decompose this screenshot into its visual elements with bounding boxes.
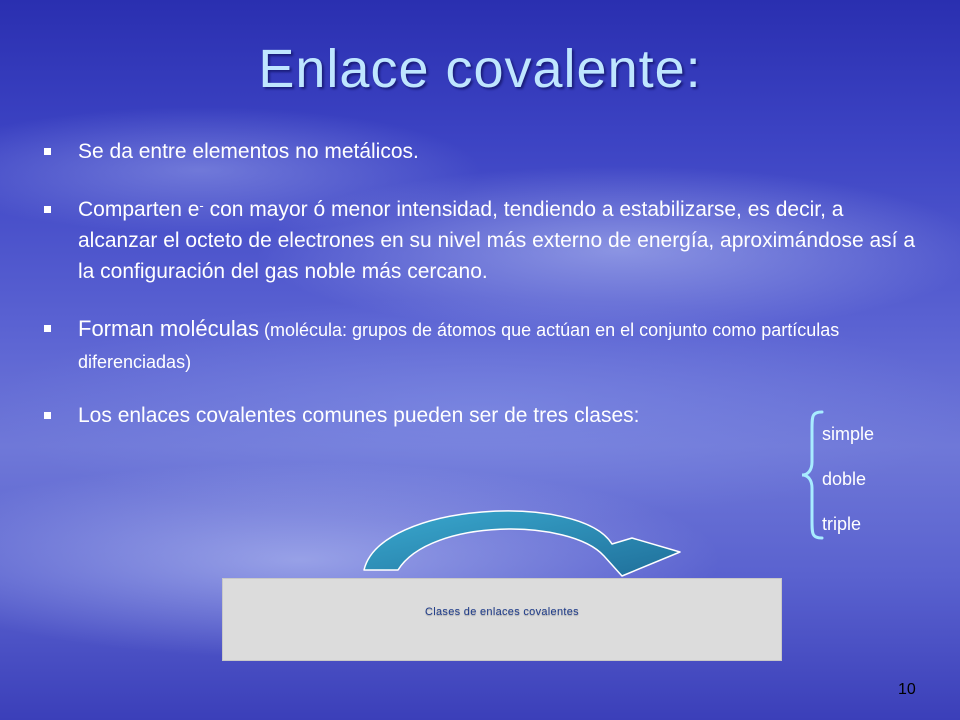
bullet-item: [42, 136, 922, 167]
bullet-sub-text: (molécula: grupos de átomos que actúan en el conjunto como partículas diferenciadas): [78, 320, 840, 372]
bond-type-simple: simple: [822, 424, 875, 444]
diagram-placeholder: [222, 578, 782, 661]
bullet-item: [42, 194, 922, 287]
bullet-text-before: Comparten e: [78, 198, 200, 221]
bullet-text: Se da entre elementos no metálicos.: [78, 140, 419, 163]
bullet-item: [42, 400, 922, 431]
slide-title: Enlace covalente:: [258, 39, 702, 99]
bullet-square-icon: [44, 325, 51, 332]
bullet-list: [42, 136, 922, 431]
diagram-label: Clases de enlaces covalentes: [425, 606, 579, 618]
curly-brace-icon: [800, 410, 824, 540]
bullet-text-after: con mayor ó menor intensidad, tendiendo a estabilizarse, es decir, a alcanzar el octeto de electrones en su nivel más externo de energía, aproximándose así a la configuración del gas noble más cercano.: [78, 198, 915, 283]
bond-type-triple: triple: [822, 514, 862, 534]
bond-type-list: [822, 421, 874, 556]
bullet-main-text: Forman moléculas: [78, 316, 259, 341]
bullet-text: Los enlaces covalentes comunes pueden ser de tres clases:: [78, 404, 640, 427]
curved-arrow-icon: [360, 498, 685, 578]
page-number: 10: [898, 681, 916, 698]
bullet-square-icon: [44, 148, 51, 155]
electron-superscript: -: [199, 198, 204, 213]
bullet-item: [42, 313, 922, 378]
bullet-square-icon: [44, 412, 51, 419]
bond-type-doble: doble: [822, 469, 867, 489]
bullet-square-icon: [44, 206, 51, 213]
